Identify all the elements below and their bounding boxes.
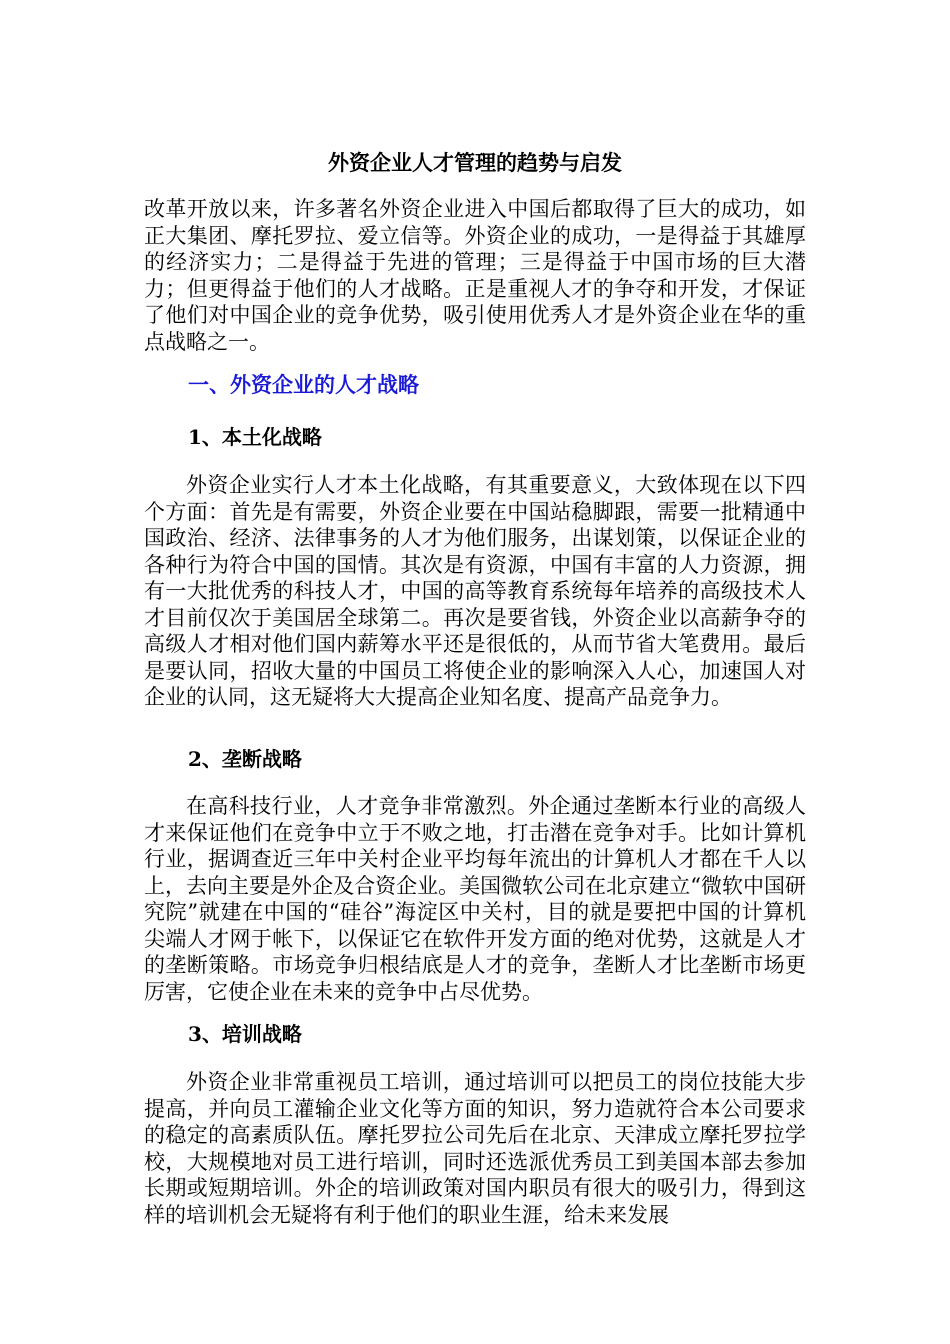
localization-paragraph: 外资企业实行人才本土化战略，有其重要意义，大致体现在以下四个方面：首先是有需要，外资企业要在中国站稳脚跟，需要一批精通中国政治、经济、法律事务的人才为他们服务，出谋划策，以保证企业的各种行为符合中国的国情。其次是有资源，中国有丰富的人力资源，拥有一大批优秀的科技人才，中国的高等教育系统每年培养的高级技术人才目前仅次于美国居全球第二。再次是要省钱，外资企业以高薪争夺的高级人才相对他们国内薪筹水平还是很低的，从而节省大笔费用。最后是要认同，招收大量的中国员工将使企业的影响深入人心，加速国人对企业的认同，这无疑将大大提高企业知名度、提高产品竞争力。	[144, 473, 806, 709]
subsection-heading-training: 3、培训战略	[188, 1022, 302, 1046]
intro-paragraph: 改革开放以来，许多著名外资企业进入中国后都取得了巨大的成功，如正大集团、摩托罗拉、爱立信等。外资企业的成功，一是得益于其雄厚的经济实力；二是得益于先进的管理；三是得益于中国市场的巨大潜力；但更得益于他们的人才战略。正是重视人才的争夺和开发，才保证了他们对中国企业的竞争优势，吸引使用优秀人才是外资企业在华的重点战略之一。	[144, 197, 806, 354]
training-paragraph: 外资企业非常重视员工培训，通过培训可以把员工的岗位技能大步提高，并向员工灌输企业文化等方面的知识，努力造就符合本公司要求的稳定的高素质队伍。摩托罗拉公司先后在北京、天津成立摩托罗拉学校，大规模地对员工进行培训，同时还选派优秀员工到美国本部去参加长期或短期培训。外企的培训政策对国内职员有很大的吸引力，得到这样的培训机会无疑将有利于他们的职业生涯，给未来发展	[144, 1070, 806, 1227]
subsection-heading-localization: 1、本土化战略	[188, 425, 322, 449]
section-heading-talent-strategy: 一、外资企业的人才战略	[188, 372, 419, 397]
subsection-heading-monopoly: 2、垄断战略	[188, 747, 302, 771]
document-title: 外资企业人才管理的趋势与启发	[328, 150, 622, 175]
monopoly-paragraph: 在高科技行业，人才竞争非常激烈。外企通过垄断本行业的高级人才来保证他们在竞争中立于不败之地，打击潜在竞争对手。比如计算机行业，据调查近三年中关村企业平均每年流出的计算机人才都在千人以上，去向主要是外企及合资企业。美国微软公司在北京建立“微软中国研究院”就建在中国的“硅谷”海淀区中关村，目的就是要把中国的计算机尖端人才网于帐下，以保证它在软件开发方面的绝对优势，这就是人才的垄断策略。市场竞争归根结底是人才的竞争，垄断人才比垄断市场更厉害，它使企业在未来的竞争中占尽优势。	[144, 794, 806, 1004]
